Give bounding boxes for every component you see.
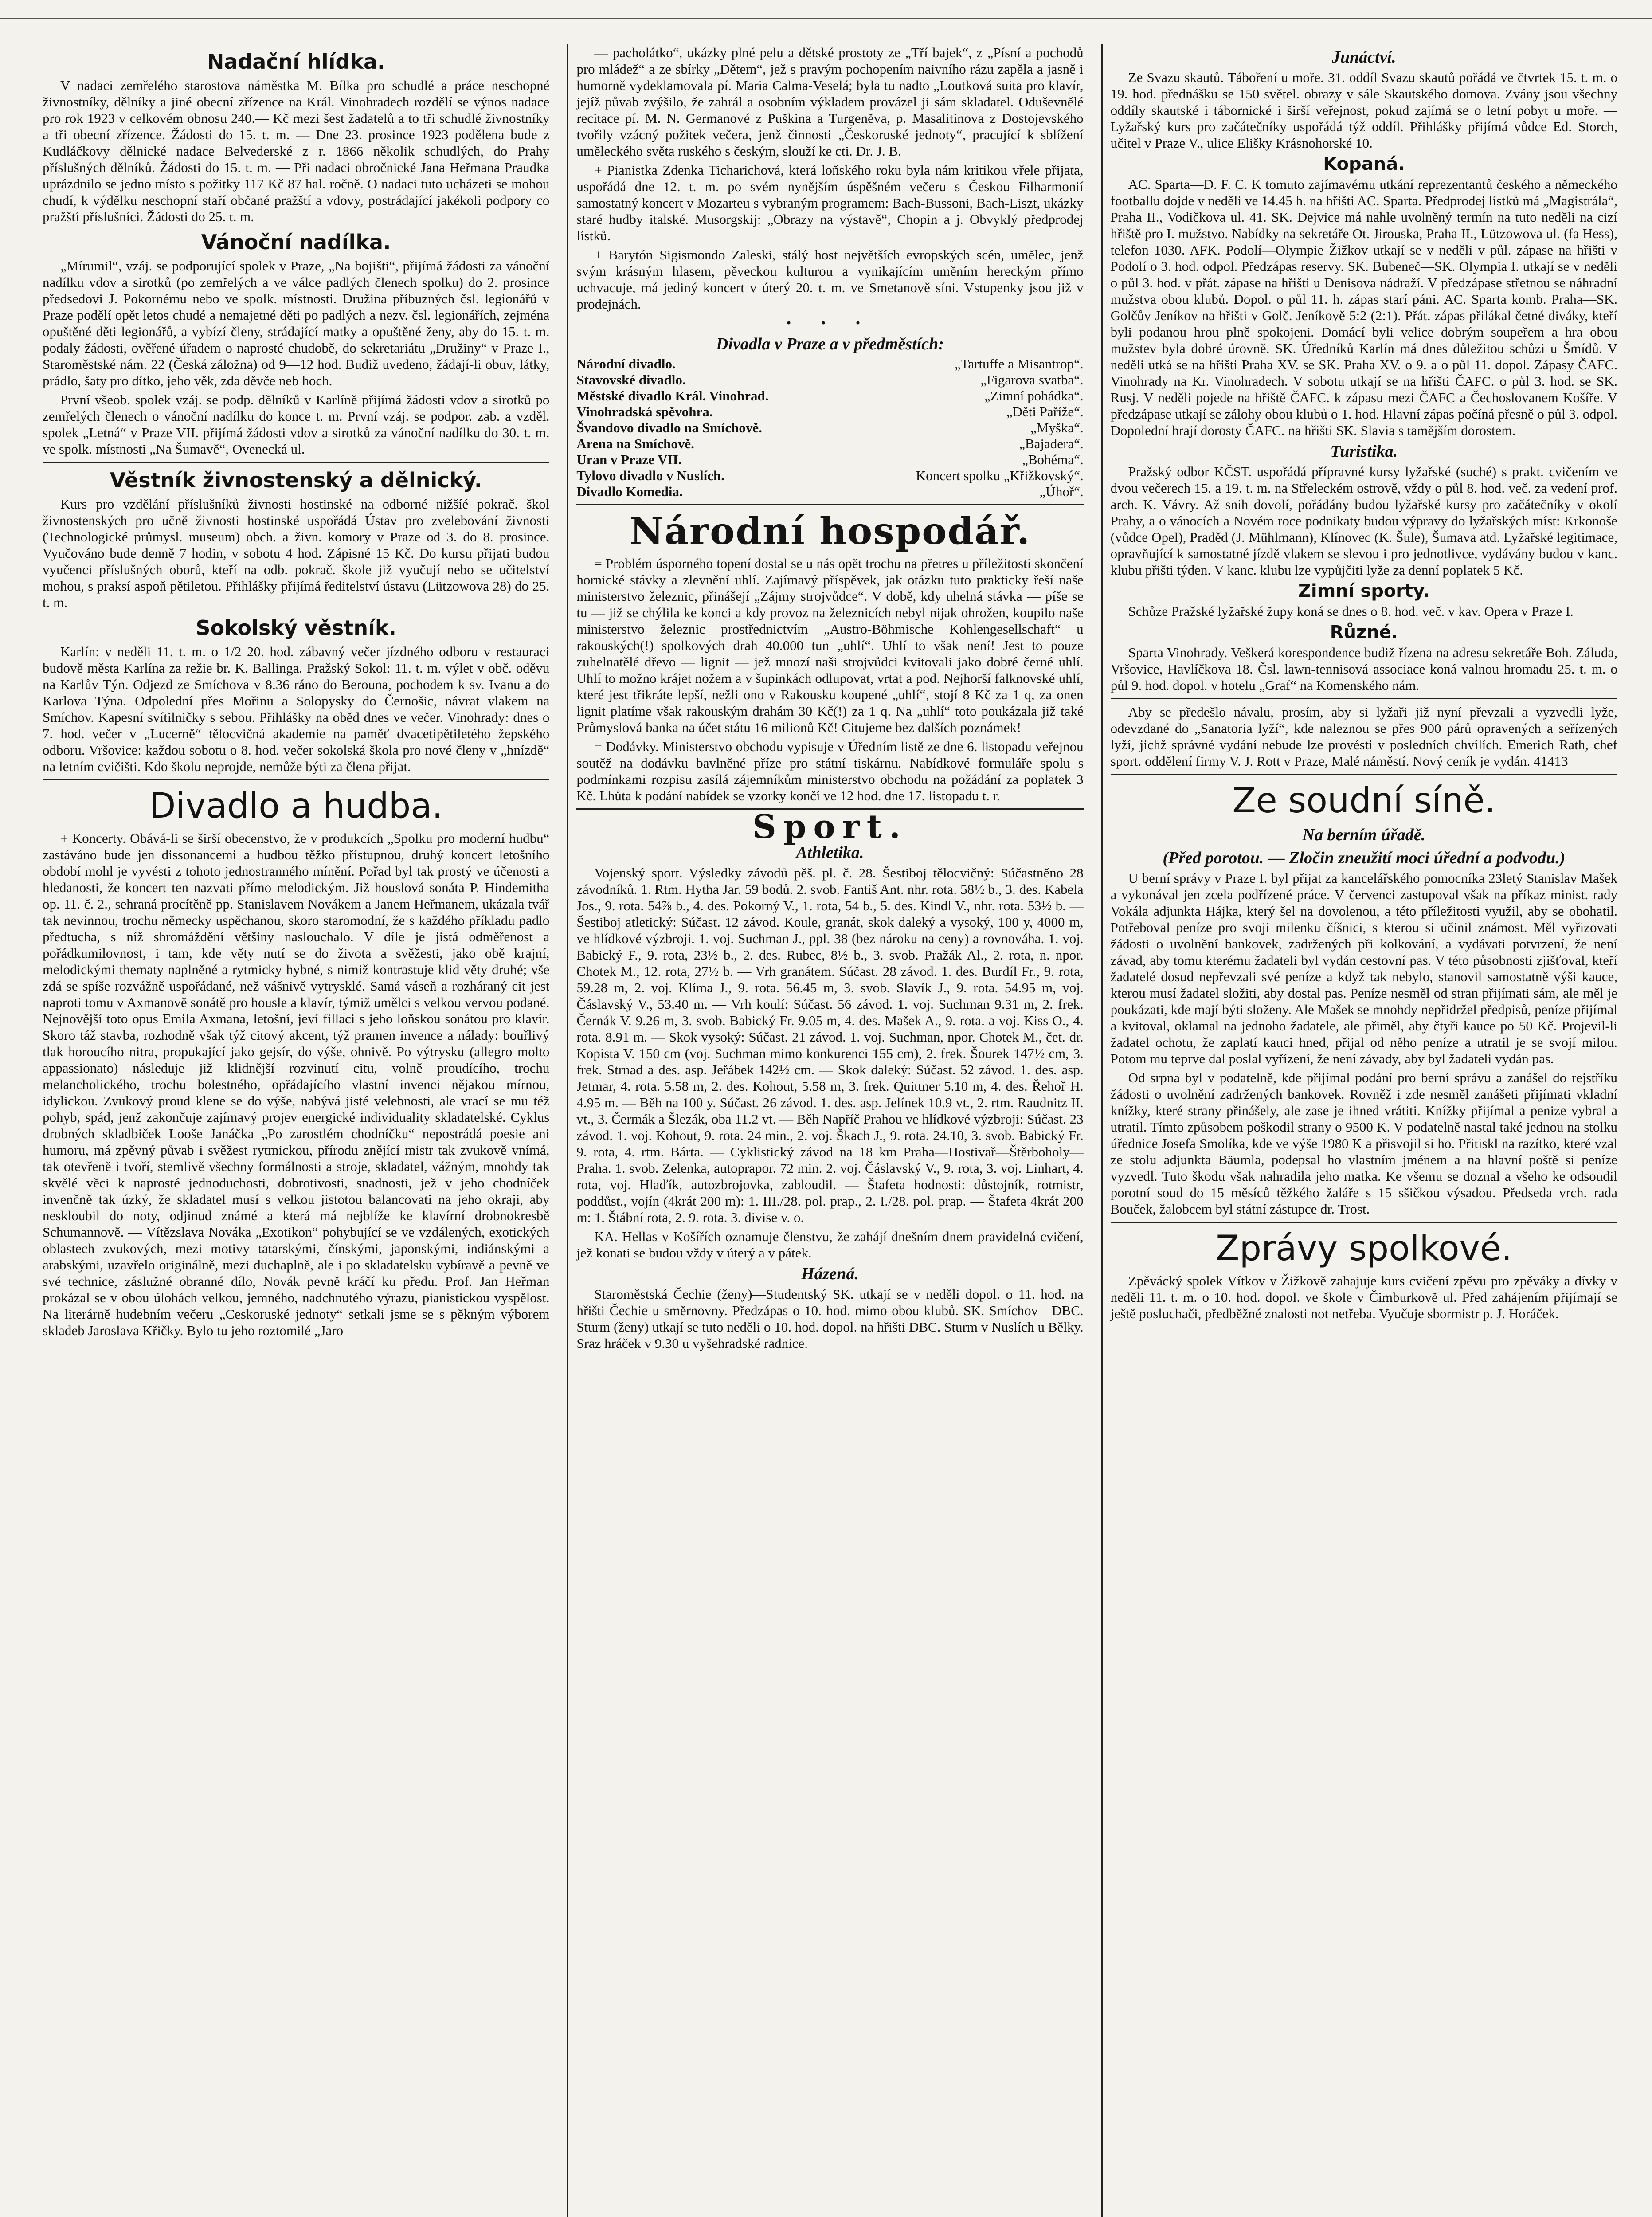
theatre-row [576,404,1083,420]
article-soudni-2: Od srpna byl v podatelně, kde přijímal podání pro berní správu a zanášel do rejstříku žádosti o uvolnění zadržených bankovek. Rovněž i zde nesměl zanášeti přijímati vkladní knížky, které strany přinášely, ale zase je ihned vrátiti. Knížky přijímal a penize vybral a utratil. Tímto způsobem poškodil strany o 9500 K. V podatelně nastal také jednou na stolku úřednice Josefa Smolíka, kde ve výše 1980 K a přisvojil si ho. Přitiskl na razítko, které vzal ze stolu adjunkta Bäumla, podepsal ho vlastním jménem a na hlavní poště si peníze vyzvedl. Tuto škodu však nahradila jeho matka. Ke všemu se doznal a všeho ke odsoudil porotní soud do 15 měsíců těžkého žaláře s 15 sšičkou výsadou. Předseda vrch. rada Bouček, žalobcem byl státní zástupce dr. Trost. [1110,1070,1617,1217]
article-vanocni: „Mírumil“, vzáj. se podporující spolek v Praze, „Na bojišti“, přijímá žádosti za vánoční nadílku vdov a sirotků (po zemřelých a ve válce padlých členech spolku) do 2. prosince předsedovi J. Pokornému nebo ve spolk. místnosti. Družina příbuzných čsl. legionářů v Praze podělí opět letos chudé a nemajetné děti po padlých a nezv. čsl. legionářích, zejména opuštěné děti legionářů, a vybízí členy, strádající matky a opuštěné ženy, aby do 15. t. m. podaly žádosti, ověřené úřadem o naprosté chudobě, do sekretariátu „Družiny“ v Praze I., Staroměstské nám. 22 (Česká záložna) od 9—12 hod. Budiž uvedeno, žádají-li obuv, látky, prádlo, šaty pro dítko, jeho věk, zda děvče neb hoch. [43,258,550,388]
heading-hazena: Házená. [801,1265,859,1283]
heading-vestnik: Věstník živnostenský a dělnický. [110,468,482,492]
theatre-name: Vinohradská spěvohra. [576,404,713,419]
theatre-play: „Bohéma“. [1022,452,1084,467]
subheading-porotou: (Před porotou. — Zločin zneužití moci úřední a podvodu.) [1163,849,1566,867]
theatre-row [576,388,1083,404]
theatre-play: „Tartuffe a Misantrop“. [954,356,1084,372]
divider [1111,1222,1617,1223]
theatre-name: Tylovo divadlo v Nuslích. [576,468,724,483]
theatre-row [576,420,1083,436]
heading-ruzne: Různé. [1330,622,1398,642]
heading-atletika: Athletika. [796,843,864,862]
divider [1111,698,1617,699]
theatre-play: „Figarova svatba“. [980,372,1084,388]
theatre-row [576,436,1083,452]
theatre-name: Městské divadlo Král. Vinohrad. [576,388,769,403]
article-soudni: U berní správy v Praze I. byl přijat za kancelářského pomocníka 23letý Stanislav Mašek a vykonával jen zcela podřízené práce. V červenci zastupoval však na příkaz minist. rady Vokála adjunkta Hájka, který šel na dovolenou, a této příležitosti využil, aby se obohatil. Potřeboval peníze pro svoji milenku číšnici, s kterou si učinil známost. Měl vyřizovati žádosti o uvolnění bankovek, zadržených při kolkování, a vydávati potvrzení, že není závad, aby tomu kterému žadateli byl vydán cestovní pas. V této působnosti zjišťoval, kteří žadatelé dosud nepřevzali své peníze a když tak nebylo, stanovil samostatně výši kauce, kterou musí žadatel složiti, aby dostal pas. Peníze nesměl od stran přijímati sám, ale měl je poukázati, kde mají býti složeny. Ale Mašek se mnohdy nepřidržel předpisů, peníze přijímal a kvitoval, oklamal na jednoho žadatele, ale přiměl, aby čtyři kauce po 50 Kč. Projevil-li žadatel ochotu, že zaplatí kauci hned, přijal od něho peníze a utratil je se svojí milou. Potom mu teprve dal poslal vyřízení, že není závady, aby byl žadateli vydán pas. [1110,870,1617,1066]
article-divadlo-cont: — pacholátko“, ukázky plné pelu a dětské prostoty ze „Tří bajek“, z „Písní a pochodů pro mládež“ a ze sbírky „Dětem“, jež s pravým pochopením naivního rázu zapěla a jasně i humorně vydeklamovala pí. Maria Calma-Veselá; byla tu nadto „Loutková suita pro klavír, jejíž půvab zvýšilo, že zahrál a osobním výkladem provázel ji sám skladatel. Oduševnělé recitace pí. M. N. Germanové z Puškina a Turgeněva, p. Masalitinova z Dostojevského tvořily vzácný požitek večera, jenž činnosti „Českoruské jednoty“, pracující k sblížení uměleckého světa ruského s českým, slouží ke cti. Dr. J. B. [576,45,1084,159]
theatre-row [576,468,1083,484]
article-hazena: Staroměstská Čechie (ženy)—Studentský SK. utkají se v neděli dopol. o 11. hod. na hřišti Čechie u směrnovny. Předzápas o 10. hod. mimo obou klubů. SK. Smíchov—DBC. Sturm (ženy) utkají se tuto neděli o 10. hod. dopol. na hřišti DBC. Sturm v Nuslích u Bělky. Sraz hráček v 9.30 u vyšehradské radnice. [576,1286,1084,1351]
theatre-play: „Zimní pohádka“. [984,388,1084,403]
heading-junactvi: Junáctví. [1332,48,1396,67]
article-kopana: AC. Sparta—D. F. C. K tomuto zajímavému utkání reprezentantů českého a německého footballu dojde v neděli ve 14.45 h. na hřišti AC. Sparta. Předprodej lístků má „Magistrála“, Praha II., Vodičkova ul. 41. SK. Dejvice má nahle uvolněný termín na tuto neděli na cizí hřiště pro I. mužstvo. Nabídky na sekretáře Ot. Jirouska, Praha II., Lützowova ul. (fa Hess), telefon 1030. AFK. Podolí—Olympie Žižkov utkají se v neděli v půl. zápase na hřišti v Podolí o 3. hod. odpol. Předzápas reservy. SK. Bubeneč—SK. Olympia I. utkají se v neděli o půl 3. hod. v přát. zápase na hřišti u Denisova nádraží. V předzápase střetnou se náhradní mužstva obou klubů. Dopol. o půl 11. h. zápas starí páni. AC. Sparta komb. Praha—SK. Golčův Jeníkov na hřišti v Golč. Jeníkově 5:2 (2:1). Přát. zápas přilákal četné diváky, kteří byli podanou hrou plně spokojeni. Domácí byli velice dobrým soupeřem a hra obou mužstev byla dobré úrovně. SK. Úředníků Karlín má dnes důležitou schůzi u Šmídů. V neděli utká se na hřišti Praha XV. se SK. Praha XV. o 9. a o půl 11. dopol. Zápasy ČAFC. Vinohrady na Kr. Vinohradech. V sobotu utkají se na hřišti ČAFC. o půl 3. hod. se SK. Rusj. V neděli pojede na hřiště ČAFC. k zápasu mezi ČAFC a Čechoslovanem Košíře. V předzápase utkají se zálohy obou klubů o 1. hod. Hlavní zápas počíná přesně o půl 3. odpol. Dopolední hrají dorosty ČAFC. na hřišti SK. Slavia s tamějším dorostem. [1110,176,1617,438]
divider [576,504,1083,505]
theatre-name: Arena na Smíchově. [576,436,694,451]
heading-narodni: Národní hospodář. [629,509,1031,553]
heading-sokol: Sokolský věstník. [196,616,396,640]
article-dodavky: = Dodávky. Ministerstvo obchodu vypisuje v Úředním listě ze dne 6. listopadu veřejnou soutěž na dodávku bavlněné příze pro státní tiskárnu. Nabídkové formuláře spolu s podmínkami rozpisu zasílá zájemníkům ministerstvo obchodu na požádání za poplatek 3 Kč. Lhůta k podání nabídek se vzorky končí ve 12 hod. dne 17. listopadu t. r. [576,739,1084,803]
divider [43,462,549,463]
theatre-play: Koncert spolku „Křižkovský“. [916,468,1084,483]
divider [1111,774,1617,775]
column-2 [567,44,1083,2217]
heading-soudni: Ze soudní síně. [1232,781,1496,821]
columns [43,44,1617,2217]
article-divadlo: + Koncerty. Obává-li se širší obecenstvo, že v produkcích „Spolku pro moderní hudbu“ zastáváno bude jen dissonancemi a hudbou těžko přístupnou, druhý koncert letošního období mohl je vyvésti z tohoto jednostranného mínění. Pořad byl tak prostý ve účenosti a hledanosti, že koncert ten nazvati přímo melodickým. Již houslová sonáta P. Hindemitha op. 11. č. 2., sehraná procítěně pp. Stanislavem Novákem a Janem Heřmanem, ukázala tvář tak nevinnou, trochu německy uspěchanou, skoro staromodní, že s každého příkladu padlo předtucha, s níž shromáždění většiny naslouchalo. V díle je jistá odměřenost a pořádkumilovnost, i tam, kde věty nutí se do života a svěžesti, jako obě krajní, melodickými thematy naplněné a rytmicky hybné, s nimiž kontrastuje klid věty druhé; vše zdá se spíše rozvážně uspořádané, než vášnivě vytrysklé. Samá váseň a rozháraný cit jest naproti tomu v Axmanově sonátě pro housle a klavír, týmiž umělci s velkou vervou podané. Nejnovější toto opus Emila Axmana, letošní, jeví fillaci s jeho loňskou sonátou pro klavír. Skoro táž stavba, rozhodně však týž citový akcent, týž pramen invence a nálady: bouřlivý tlak horoucího nitra, propukající jako gejsír, do výše, ohnivě. Po výtrysku (allegro molto appassionato) následuje již klidnější rozvinutí citu, volně proudícího, trochu melancholického, trochu bolestného, opřádajícího vlastní invenci nějakou mírnou, idylickou. Zvukový proud klene se do výše, nabývá jisté velebnosti, ale vrací se mu též pohyb, spád, jenž zakončuje zajímavý projev energické individuality skladatelské. Cyklus drobných skladbiček Looše Janáčka „Po zarostlém chodníčku“ nepostrádá poesie ani humoru, má zpěvný půvab i svěžest rytmickou, přírodu znějící mistr tak zvukově vnímá, tak otevřeně i tvoří, stemlivě všechny formálnosti a stroje, skladatel, vážným, mnohdy tak skvělé věci k naprosté jednoduchosti, dobrotivosti, snadnosti, jež v jeho chodníček invenčně tak úzký, že skladatel musí s velkou jistotou balancovati na jeho okraji, aby neskloubil do noty, odjinud známé a která má nejblíže ke klavírní drobnokresbě Schumannově. — Vítězslava Nováka „Exotikon“ pohybující se ve vzdálených, exotických oblastech zvukových, mezi motivy tatarskými, čínskými, japonskými, indiánskými a arabskými, uzavřelo originálně, mezi duchaplně, ale i po skladatelsku vybíravě a pevně ve své technice, záslužné obranné dílo, Novák pevně kráčí ku předu. Prof. Jan Heřman prokázal se v obou úlohách velkou, jemného, nadchnutého výrazu, pianistickou vyspělost. Na literárně hudebním večeru „Ceskoruské jednoty“ setkali jsme se s pěkným výborem skladeb Jaroslava Křičky. Bylo tu jeho roztomilé „Jaro [43,830,550,1338]
heading-divadlo: Divadlo a hudba. [149,786,443,826]
heading-vanocni: Vánoční nadílka. [201,230,391,254]
theatre-name: Stavovské divadlo. [576,372,686,388]
heading-sport: Sport. [752,808,908,846]
article-vanocni-2: První všeob. spolek vzáj. se podp. dělníků v Karlíně přijímá žádosti vdov a sirotků po zemřelých členech o vánoční nadílku do konce t. m. První vzáj. se podpor. zab. a vzděl. spolek „Letná“ v Praze VII. přijímá žádosti vdov a sirotků za vánoční nadílku do 30. t. m. ve spolk. místnosti „Na Šumavě“, Ovenecká ul. [43,392,550,457]
heading-zpravy: Zprávy spolkové. [1216,1229,1512,1269]
theatre-play: „Úhoř“. [1039,484,1084,499]
column-3 [1101,44,1617,2217]
article-baryton: + Barytón Sigismondo Zaleski, stálý host největších evropských scén, umělec, jenž svým krásným hlasem, pěveckou kulturou a vynikajícím uměním hereckým přímo uchvacuje, má jediný koncert v úterý 20. t. m. ve Smetanově síni. Vstupenky jsou již v prodejnách. [576,247,1084,312]
heading-turistika: Turistika. [1330,442,1398,461]
theatre-row [576,484,1083,500]
article-turistika: Pražský odbor KČST. uspořádá přípravné kursy lyžařské (suché) s prakt. cvičením ve dvou večerech 15. a 19. t. m. na Střeleckém ostrově, vždy o půl 8. hod. več. za vedení prof. arch. K. Vávry. Až snih dovolí, pořádány budou lyžařské kursy pro začátečníky v okolí Prahy, a o vánocích a Novém roce podnikaty budou výpravy do lyžařských míst: Krkonoše (vůdce Opel), Praděd (J. Mühlmann), Klínovec (K. Šule), Šumava atd. Lyžařské legitimace, opravňující k samostatné jízdě vlakem se slevou i pro jednotlivce, vydávány budou v kanc. klubu přišti týden. V kanc. klubu lze vypůjčiti lyže za denní poplatek 5 Kč. [1110,464,1617,578]
theatre-play: „Myška“. [1030,420,1084,435]
article-ruzne: Sparta Vinohrady. Veškerá korespondence budiž řízena na adresu sekretáře Boh. Záluda, Vršovice, Havlíčkova 18. Čsl. lawn-tennisová associace koná valnou hromadu 25. t. m. o půl 9. hod. dopol. v hotelu „Graf“ na Komenského nám. [1110,645,1617,693]
article-atletika: Vojenský sport. Výsledky závodů pěš. pl. č. 28. Šestiboj tělocvičný: Súčastněno 28 závodníků. 1. Rtm. Hytha Jar. 59 bodů. 2. svob. Fantiš Ant. nhr. rota. 58½ b., 3. des. Kabela Jos., 9. rota. 54⅞ b., 4. des. Pokorný V., 1. rota, 54 b., 5. des. Kindl V., nhr. rota. 53½ b. — Šestiboj atletický: Súčast. 12 závod. Koule, granát, skok daleký a vysoký, 100 y, 4000 m, ve hlídkové výzbroji. 1. voj. Suchman J., ppl. 38 (bez nároku na ceny) a rovnováha. 1. voj. Babický F., 9. rota, 23½ b., 2. des. Rubec, 8½ b., 3. svob. Pražák Al., 2. rota, n. npor. Chotek M., 12. rota, 27½ b. — Vrh granátem. Súčast. 28 závod. 1. des. Burdíl Fr., 9. rota, 59.28 m, 2. voj. Klíma J., 9. rota. 56.45 m, 3. svob. Slavík J., 9. rota. 54.95 m, voj. Čáslavský V., 53.40 m. — Vrh koulí: Súčast. 56 závod. 1. voj. Suchman 9.31 m, 2. frek. Černák V. 9.26 m, 3. svob. Babický Fr. 9.05 m, 4. des. Mašek A., 9. rota. a voj. Kiss O., 4. rota. 8.91 m. — Skok vysoký: Súčast. 21 závod. 1. voj. Suchman, npor. Chotek M., čet. dr. Kopista V. 150 cm (voj. Suchman mimo konkurenci 155 cm), 2. frek. Šourek 147½ cm, 3. frek. Strnad a des. asp. Jeřábek 142½ cm. — Skok daleký: Súčast. 52 závod. 1. des. asp. Jetmar, 4. rota. 5.58 m, 2. des. Kohout, 5.58 m, 3. frek. Quittner 5.10 m, 4. des. Řehoř H. 4.95 m. — Běh na 100 y. Súčast. 26 závod. 1. des. asp. Jelínek 10.9 vt., 2. rtm. Raudnitz II. vt., 3. Čermák a Šlezák, oba 11.2 vt. — Běh Napříč Prahou ve hlídkové výzbroji: Súčast. 23 závod. 1. voj. Kohout, 9. rota. 24 min., 2. voj. Škach J., 9. rota. 24.10, 3. svob. Babický Fr. 9. rota, 4. rtm. Bárta. — Cyklistický závod na 18 km Praha—Hostivař—Štěrboholy—Praha. 1. svob. Zelenka, autoprapor. 72 min. 2. voj. Čáslavský V., 9. rota, 3. voj. Linhart, 4. rota, voj. Hlaďík, autozbrojovka, zabloudil. — Štafeta hodnosti: důstojník, rotmistr, poddůst., vojín (4krát 200 m): 1. III./28. pol. prap., 2. I./28. pol. prap. — Štafeta 4krát 200 m: 1. Štábní rota, 2. 9. rota. 3. divise v. o. [576,865,1084,1225]
theatre-name: Uran v Praze VII. [576,452,682,467]
subheading-bernim: Na berním úřadě. [1302,826,1426,844]
theatre-name: Národní divadlo. [576,356,676,372]
theatre-play: „Bajadera“. [1019,436,1084,451]
article-junactvi: Ze Svazu skautů. Táboření u moře. 31. oddíl Svazu skautů pořádá ve čtvrtek 15. t. m. o 19. hod. přednášku se 150 světel. obrazy v sále Skautského domova. Zvány jsou všechny oddíly skautské i tábornické i širší veřejnost, pokud zajímá se o letní pobyt u moře. — Lyžařský kurs pro začátečníky uspořádá týž oddíl. Přihlášky přijímá vůdce Ed. Storch, učitel v Praze V., ulice Elišky Krásnohorské 10. [1110,70,1617,151]
theatre-list [576,356,1083,500]
article-pianistka: + Pianistka Zdenka Ticharichová, která loňského roku byla nám kritikou vřele přijata, uspořádá dne 12. t. m. po svém nynějším úspěšném večeru s Českou Filharmonií samostatný koncert v Mozarteu s vybraným programem: Bach-Bussoni, Bach-Liszt, ukázky staré hudby italské. Musorgskij: „Obrazy na výstavě“, Chopin a j. Obvyklý předprodej lístků. [576,162,1084,243]
theatre-play: „Děti Paříže“. [1006,404,1084,419]
article-zimni: Schůze Pražské lyžařské župy koná se dnes o 8. hod. več. v kav. Opera v Praze I. [1128,603,1574,619]
article-nadacni: V nadaci zemřelého starostova náměstka M. Bílka pro schudlé a práce neschopné živnostníky, dělníky a jiné obecní zřízence na Král. Vinohradech rozdělí se výnos nadace pro rok 1923 v celkovém obnosu 240.— Kč mezi šest žadatelů a to tři schudlé živnostníky a tři obecní zřízence. Žádosti do 15. t. m. — Dne 23. prosince 1923 podělena bude z Kudláčkovy dělnické nadace Belvederské z r. 1866 několik schudlých, do Prahy příslušných dělníků. Žádosti do 15. t. m. — Při nadaci obročnické Jana Heřmana Praudka uprázdnilo se jedno místo s požitky 117 Kč 87 hal. ročně. O nadaci tuto ucházeti se mohou chudí, k výdělku neschopní staří občané pražští a vdovy, postrádající jakékoli podpory co pražští příslušníci. Žádosti do 25. t. m. [43,78,550,224]
article-sokol: Karlín: v neděli 11. t. m. o 1/2 20. hod. zábavný večer jízdného odboru v restauraci budově města Karlína za režie br. K. Ballinga. Pražský Sokol: 11. t. m. výlet v obč. oděvu na Karlův Týn. Odjezd ze Smíchova v 8.36 ráno do Berouna, pochodem k sv. Ivanu a do Karlova Týna. Odpolední přes Mořinu a Solopysky do Černošic, návrat vlakem na Smíchov. Kapesní svítilničky s sebou. Přihlášky na oběd dnes ve večer. Vinohrady: dnes o 7. hod. večer v „Lucerně“ tělocvičná akademie na paměť dvacetipětiletého žepského odboru. Vršovice: každou sobotu o 8. hod. večer sokolská škola pro nové členy v „hnízdě“ na letním cvičišti. Kdo školu neprojde, nemůže býti za člena přijat. [43,644,550,774]
separator-dots: • • • [786,316,874,330]
article-hellas: KA. Hellas v Košířích oznamuje členstvu, že zahájí dnešním dnem pravidelná cvičení, jež konati se budou vždy v úterý a v pátek. [576,1229,1084,1261]
heading-kopana: Kopaná. [1323,154,1405,174]
column-1 [43,44,549,2217]
theatre-row [576,372,1083,388]
article-zpravy: Zpěvácký spolek Vítkov v Žižkově zahajuje kurs cvičení zpěvu pro zpěváky a dívky v neděli 11. t. m. o 10. hod. dopol. ve škole v Čimburkově ul. Před zahájením přijímají se ještě posluchači, předběžné znalosti not netřeba. Vyučuje sbormistr p. J. Horáček. [1110,1273,1617,1321]
advertisement-lyze: Aby se předešlo návalu, prosím, aby si lyžaři již nyní převzali a vyzvedli lyže, odevzdané do „Sanatoria lyží“, kde naleznou se přes 900 párů opravených a seřízených lyží, jichž správné vydání nebude lze provésti v posledních chvílích. Emerich Rath, chef sport. oddělení firmy V. J. Rott v Praze, Malé náměstí. Nový ceník je vydán. 41413 [1110,704,1617,769]
theatre-row [576,356,1083,372]
top-margin-line [0,0,1652,19]
heading-theatres: Divadla v Praze a v předměstích: [716,335,944,353]
theatre-name: Divadlo Komedia. [576,484,683,499]
heading-zimni: Zimní sporty. [1298,581,1430,601]
article-vestnik: Kurs pro vzdělání příslušníků živnosti hostinské na odborné nižšíé pokrač. škol živnostenských pro učně živnosti hostinské uspořádá Ústav pro zvelebování živnosti (Technologické průmysl. museum) obch. a živn. komory v Praze od 3. do 8. prosince. Vyučováno bude denně 7 hodin, v sobotu 4 hod. Zápisné 15 Kč. Do kursu přijati budou vyučenci příslušných oborů, kteří na odb. pokrač. škole již vyučují nebo se učitelství mohou, s praksí aspoň pětiletou. Přihlášky přijímá ředitelství ústavu (Lützowova 28) do 25. t. m. [43,496,550,610]
theatre-row [576,452,1083,468]
divider [43,779,549,780]
heading-nadacni: Nadační hlídka. [207,50,385,74]
theatre-name: Švandovo divadlo na Smíchově. [576,420,762,435]
article-problem: = Problém úsporného topení dostal se u nás opět trochu na přetres u příležitosti skončení hornické stávky a zlevnění uhlí. Zajímavý příspěvek, jak otázku tuto prakticky řeší naše ministerstvo železnic, přinášejí „Zájmy strojvůdce“. V době, kdy uhelná stávka — píše se tu — již se chýlila ke konci a kdy provoz na železnicích nebyl nijak ohrožen, koupilo naše ministerstvo železnic prostřednictvím „Austro-Böhmische Kohlengesellschaft“ u rakouských(!) spolkových drah 40.000 tun „uhlí“. Uhlí to však není! Jest to pouze zuhelnatělé dřevo — lignit — jež mnozí naši strojvůdci kvitovali jako dobré černé uhlí. Uhlí to možno krájet nožem a v šupinkách odlupovat, vrtat a pod. Nejhorší falknovské uhlí, které jest třikráte lepší, nežli ono v Rakousku koupené „uhlí“, stojí 8 Kč za 1 q, za onen lignit platíme však rakouským drahám 30 Kč(!) za 1 q. Na „uhlí“ toto poukázala již také Průmyslová banka na účet státu 16 milionů Kč! Citujeme bez dalších poznámek! [576,556,1084,735]
